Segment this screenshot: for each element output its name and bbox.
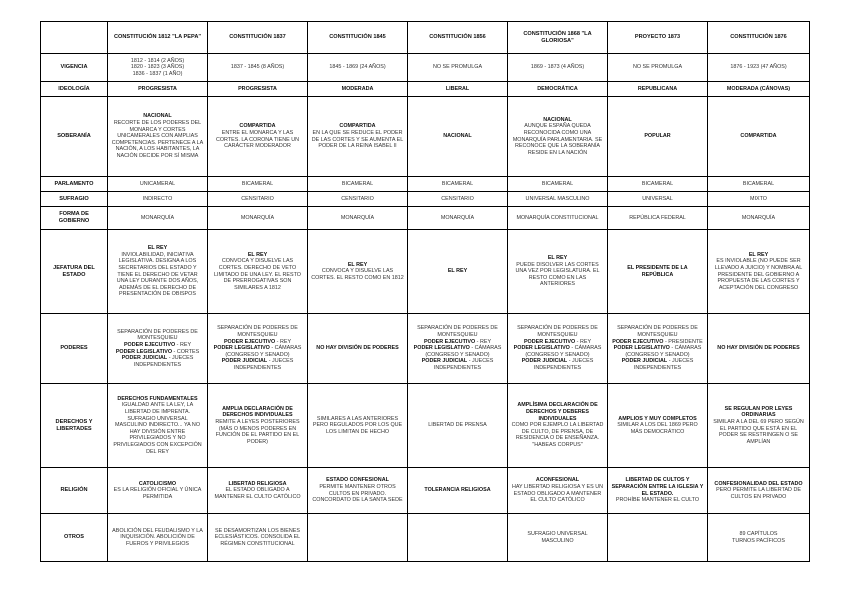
table-cell [708, 192, 810, 207]
cell-line: SIMILARES A LAS ANTERIORES PERO REGULADOS POR LOS QUE LOS LIMITAN DE HECHO [312, 415, 403, 435]
cell-line: REMITE A LEYES POSTERIORES (MÁS O MENOS PODERES EN FUNCIÓN DE EL PARTIDO EN EL PODER) [215, 418, 300, 445]
table-cell [308, 468, 408, 514]
table-cell [408, 54, 508, 82]
cell-line: 1836 - 1837 (1 AÑO) [132, 70, 183, 77]
table-cell [508, 468, 608, 514]
row-header: FORMA DE GOBIERNO [41, 207, 108, 230]
table-cell [408, 177, 508, 192]
table-cell [208, 97, 308, 177]
cell-line: 1869 - 1873 (4 AÑOS) [530, 64, 585, 71]
cell-line [211, 86, 304, 93]
table-cell [308, 97, 408, 177]
cell-line [611, 265, 704, 278]
cell-line [311, 477, 404, 484]
table-cell [308, 230, 408, 314]
cell-suffix-text: - REY [175, 341, 192, 348]
cell-line [211, 358, 304, 371]
table-cell [608, 177, 708, 192]
cell-line: PUEDE DISOLVER LAS CORTES UNA VEZ POR LEGISLATURA. EL RESTO COMO EN LAS ANTERIORES [515, 261, 600, 288]
cell-line [411, 358, 504, 371]
cell-line: UNICAMERAL [139, 180, 176, 187]
cell-bold-text: EL PRESIDENTE DE LA REPÚBLICA [627, 264, 688, 278]
table-cell [708, 230, 810, 314]
cell-line: INVIOLABILIDAD, INICIATIVA LEGISLATIVA. DESIGNA A LOS SECRETARIOS DEL ESTADO Y TIENE EL DERECHO DE VETAR UNA LEY DURANTE DOS AÑOS, ADEMÁS DE EL DERECHO DE PRESENTACIÓN DE OBISPOS [116, 251, 199, 298]
column-header: CONSTITUCIÓN 1837 [208, 22, 308, 54]
cell-line [411, 133, 504, 140]
cell-suffix-text: - PRESIDENTE [663, 338, 703, 345]
cell-line: MONARQUÍA [140, 214, 175, 221]
table-cell [508, 230, 608, 314]
cell-bold-text: NO HAY DIVISIÓN DE PODERES [316, 345, 399, 352]
cell-line [511, 477, 604, 484]
table-cell [708, 54, 810, 82]
cell-bold-text: LIBERTAD DE CULTOS Y SEPARACIÓN ENTRE LA IGLESIA Y EL ESTADO. [611, 477, 704, 497]
table-cell [108, 54, 208, 82]
column-header: PROYECTO 1873 [608, 22, 708, 54]
cell-line [611, 477, 704, 497]
table-cell [508, 54, 608, 82]
cell-line [511, 358, 604, 371]
cell-bold-text: PODER JUDICIAL [121, 355, 168, 362]
cell-line: MONARQUÍA [240, 214, 275, 221]
table-cell [408, 514, 508, 562]
cell-bold-text: AMPLIOS Y MUY COMPLETOS [618, 415, 697, 422]
table-cell [108, 230, 208, 314]
cell-line [611, 345, 704, 358]
cell-line: BICAMERAL [541, 180, 574, 187]
table-row [41, 230, 810, 314]
cell-bold-text: NACIONAL [543, 116, 572, 123]
cell-bold-text: PODER LEGISLATIVO [613, 345, 670, 352]
row-header: IDEOLOGÍA [41, 82, 108, 97]
table-cell [108, 514, 208, 562]
table-body [41, 54, 810, 562]
cell-line [111, 355, 204, 368]
cell-line [311, 345, 404, 352]
table-row [41, 177, 810, 192]
cell-bold-text: AMPLÍSIMA DECLARACIÓN DE DERECHOS Y DEBERES INDIVIDUALES [517, 402, 598, 422]
table-row [41, 514, 810, 562]
table-cell [408, 384, 508, 468]
cell-bold-text: MODERADA (CÁNOVAS) [726, 85, 791, 92]
table-cell [608, 384, 708, 468]
cell-line [411, 86, 504, 93]
table-row [41, 468, 810, 514]
table-cell [308, 514, 408, 562]
cell-bold-text: PODER LEGISLATIVO [213, 345, 270, 352]
cell-bold-text: EL REY [447, 268, 468, 275]
cell-bold-text: PODER EJECUTIVO [523, 338, 576, 345]
cell-bold-text: NACIONAL [143, 113, 172, 120]
cell-line [411, 268, 504, 275]
table-cell [408, 468, 508, 514]
table-cell [108, 384, 208, 468]
table-cell [408, 314, 508, 384]
cell-line [711, 481, 806, 488]
cell-line [311, 86, 404, 93]
comparison-table-wrapper [40, 21, 810, 562]
table-cell [408, 230, 508, 314]
cell-suffix-text: - CÁMARAS (CONGRESO Y SENADO) [225, 345, 302, 358]
cell-bold-text: COMPARTIDA [740, 133, 777, 140]
cell-bold-text: PODER JUDICIAL [521, 358, 568, 365]
column-header: CONSTITUCIÓN 1812 "LA PEPA" [108, 22, 208, 54]
cell-line [211, 406, 304, 419]
cell-suffix-text: - REY [575, 338, 592, 345]
cell-line: CENSITARIO [341, 195, 374, 202]
cell-line: UNIVERSAL [642, 195, 673, 202]
table-cell [208, 192, 308, 207]
table-cell [208, 230, 308, 314]
cell-suffix-text: - REY [475, 338, 492, 345]
cell-line: ES LA RELIGIÓN OFICIAL Y ÚNICA PERMITIDA [113, 487, 202, 500]
cell-line: 1837 - 1845 (8 AÑOS) [230, 64, 285, 71]
cell-bold-text: SE REGULAN POR LEYES ORDINARIAS [724, 405, 793, 419]
cell-bold-text: PODER EJECUTIVO [123, 341, 176, 348]
cell-line: 1845 - 1869 (24 AÑOS) [329, 64, 386, 71]
table-row [41, 192, 810, 207]
table-cell [308, 384, 408, 468]
row-header: SUFRAGIO [41, 192, 108, 207]
table-cell [708, 384, 810, 468]
cell-line: 1876 - 1923 (47 AÑOS) [730, 64, 787, 71]
table-cell [508, 384, 608, 468]
table-cell [308, 192, 408, 207]
cell-line: ES INVIOLABLE (NO PUEDE SER LLEVADO A JUICIO) Y NOMBRA AL PRESIDENTE DEL GOBIERNO A PROPUESTA DE LAS CORTES Y ACEPTACIÓN DEL CONGRESO [714, 258, 803, 291]
cell-line: IGUALDAD ANTE LA LEY, LA LIBERTAD DE IMPRENTA. SUFRAGIO UNIVERSAL MASCULINO INDIRECTO... YA NO HAY DIVISIÓN ENTRE PRIVILEGIADOS Y NO PRIVILEGIADOS CON EXCEPCIÓN DEL REY [113, 402, 202, 455]
cell-line [311, 262, 404, 269]
cell-bold-text: CATOLICISMO [138, 480, 177, 487]
cell-line: SEPARACIÓN DE PODERES DE MONTESQUIEU [217, 325, 298, 339]
table-cell [708, 514, 810, 562]
row-header: PARLAMENTO [41, 177, 108, 192]
cell-suffix-text: - CÁMARAS (CONGRESO Y SENADO) [625, 345, 702, 358]
table-cell [208, 314, 308, 384]
cell-bold-text: NO HAY DIVISIÓN DE PODERES [717, 345, 800, 352]
cell-suffix-text: - JUECES INDEPENDIENTES [633, 358, 694, 371]
table-cell [208, 82, 308, 97]
column-header: CONSTITUCIÓN 1876 [708, 22, 810, 54]
cell-line: CONVOCA Y DISUELVE LAS CORTES. DERECHO DE VETO LIMITADO DE UNA LEY. EL RESTO DE PRERROGATIVAS SON SIMILARES A 1812 [214, 258, 301, 291]
row-header: JEFATURA DEL ESTADO [41, 230, 108, 314]
table-cell [608, 207, 708, 230]
cell-line: BICAMERAL [241, 180, 274, 187]
cell-bold-text: PODER EJECUTIVO [223, 338, 276, 345]
cell-bold-text: TOLERANCIA RELIGIOSA [424, 487, 491, 494]
header-corner-cell [41, 22, 108, 54]
cell-line [111, 396, 204, 403]
cell-line: RECORTE DE LOS PODERES DEL MONARCA Y CORTES UNICAMERALES CON AMPLIAS COMPETENCIAS. PERTENECE A LA NACIÓN, A LOS HABITANTES, LA NACIÓN DECIDE POR SÍ MISMA [111, 120, 204, 159]
table-cell [508, 314, 608, 384]
table-cell [108, 314, 208, 384]
table-cell [508, 514, 608, 562]
cell-line [111, 86, 204, 93]
cell-bold-text: PODER EJECUTIVO [423, 338, 476, 345]
cell-line: UNIVERSAL MASCULINO [525, 195, 590, 202]
cell-line [311, 123, 404, 130]
row-header: SOBERANÍA [41, 97, 108, 177]
cell-bold-text: PODER LEGISLATIVO [413, 345, 470, 352]
cell-line: PROHÍBE MANTENER EL CULTO [615, 497, 700, 504]
cell-bold-text: EL REY [748, 251, 769, 258]
table-cell [608, 192, 708, 207]
cell-bold-text: PODER JUDICIAL [221, 358, 268, 365]
table-row [41, 314, 810, 384]
table-cell [108, 207, 208, 230]
cell-suffix-text: - CÁMARAS (CONGRESO Y SENADO) [425, 345, 502, 358]
cell-bold-text: PODER LEGISLATIVO [513, 345, 570, 352]
cell-bold-text: EL REY [147, 245, 168, 252]
cell-line: 89 CAPÍTULOS [739, 530, 778, 537]
cell-line [511, 345, 604, 358]
cell-line: MONARQUÍA CONSTITUCIONAL [516, 214, 599, 221]
table-row [41, 207, 810, 230]
cell-line: 1820 - 1823 (3 AÑOS) [130, 64, 185, 71]
table-cell [508, 192, 608, 207]
cell-bold-text: POPULAR [644, 133, 671, 140]
table-cell [508, 177, 608, 192]
table-cell [308, 82, 408, 97]
cell-line: SEPARACIÓN DE PODERES DE MONTESQUIEU [117, 328, 198, 342]
cell-line: LIBERTAD DE PRENSA [428, 422, 487, 429]
cell-line [511, 402, 604, 422]
cell-line: BICAMERAL [341, 180, 374, 187]
cell-line: SUFRAGIO UNIVERSAL MASCULINO [527, 530, 588, 544]
cell-bold-text: CONFESIONALIDAD DEL ESTADO [714, 480, 803, 487]
cell-bold-text: ACONFESIONAL [535, 477, 580, 484]
cell-line: EL ESTADO OBLIGADO A MANTENER EL CULTO CATÓLICO [214, 487, 301, 500]
cell-line [211, 123, 304, 130]
table-cell [408, 207, 508, 230]
cell-line [111, 349, 204, 356]
header-row [41, 22, 810, 54]
cell-line: 1812 - 1814 (2 AÑOS) [130, 57, 185, 64]
cell-line: PERMITE MANTENER OTROS CULTOS EN PRIVADO. CONCORDATO DE LA SANTA SEDE [312, 483, 403, 504]
table-cell [108, 192, 208, 207]
cell-line: HAY LIBERTAD RELIGIOSA Y ES UN ESTADO OBLIGADO A MANTENER EL CULTO CATÓLICO [511, 483, 604, 504]
table-cell [208, 207, 308, 230]
table-cell [608, 468, 708, 514]
cell-bold-text: LIBERTAD RELIGIOSA [228, 480, 287, 487]
cell-line [611, 358, 704, 371]
row-header: VIGENCIA [41, 54, 108, 82]
table-cell [608, 514, 708, 562]
cell-bold-text: EL REY [347, 261, 368, 268]
cell-bold-text: ESTADO CONFESIONAL [326, 477, 389, 484]
table-cell [208, 177, 308, 192]
table-row [41, 82, 810, 97]
row-header: PODERES [41, 314, 108, 384]
table-cell [508, 82, 608, 97]
cell-bold-text: LIBERAL [445, 85, 470, 92]
cell-suffix-text: - JUECES INDEPENDIENTES [133, 355, 194, 368]
cell-line: SEPARACIÓN DE PODERES DE MONTESQUIEU [617, 325, 698, 339]
cell-bold-text: PODER JUDICIAL [621, 358, 668, 365]
cell-suffix-text: - JUECES INDEPENDIENTES [433, 358, 494, 371]
cell-line: INDIRECTO [142, 195, 173, 202]
cell-line [711, 252, 806, 259]
cell-line: NO SE PROMULGA [632, 64, 683, 71]
cell-line: MONARQUÍA [440, 214, 475, 221]
table-cell [608, 314, 708, 384]
cell-suffix-text: - JUECES INDEPENDIENTES [533, 358, 594, 371]
cell-bold-text: MODERADA [341, 85, 374, 92]
cell-suffix-text: - REY [275, 338, 292, 345]
cell-line: CONVOCA Y DISUELVE LAS CORTES. EL RESTO COMO EN 1812 [311, 268, 404, 281]
cell-line: SIMILAR A LOS DEL 1869 PERO MÁS DEMOCRÁTICO [617, 422, 698, 435]
cell-line [711, 406, 806, 419]
cell-line [611, 416, 704, 423]
cell-line: COMO POR EJEMPLO LA LIBERTAD DE CULTO, DE PRENSA, DE RESIDENCIA O DE ENSEÑANZA. "HABEAS CORPUS" [511, 422, 604, 448]
cell-bold-text: COMPARTIDA [339, 123, 376, 130]
table-cell [608, 230, 708, 314]
cell-line: MONARQUÍA [340, 214, 375, 221]
table-cell [408, 192, 508, 207]
cell-line: ABOLICIÓN DEL FEUDALISMO Y LA INQUISICIÓN. ABOLICIÓN DE FUEROS Y PRIVILEGIOS [112, 527, 203, 547]
column-header: CONSTITUCIÓN 1845 [308, 22, 408, 54]
cell-line [211, 252, 304, 259]
cell-suffix-text: - JUECES INDEPENDIENTES [233, 358, 294, 371]
cell-line: BICAMERAL [742, 180, 775, 187]
column-header: CONSTITUCIÓN 1856 [408, 22, 508, 54]
cell-line: BICAMERAL [441, 180, 474, 187]
cell-line: BICAMERAL [641, 180, 674, 187]
table-cell [208, 468, 308, 514]
table-cell [608, 82, 708, 97]
column-header: CONSTITUCIÓN 1868 "LA GLORIOSA" [508, 22, 608, 54]
cell-bold-text: EL REY [547, 255, 568, 262]
table-cell [208, 514, 308, 562]
table-cell [508, 207, 608, 230]
table-cell [308, 177, 408, 192]
cell-line [511, 255, 604, 262]
cell-bold-text: DEMOCRÁTICA [537, 85, 578, 92]
table-cell [108, 82, 208, 97]
row-header: OTROS [41, 514, 108, 562]
cell-bold-text: DERECHOS FUNDAMENTALES [117, 395, 198, 402]
table-cell [608, 54, 708, 82]
cell-line: SIMILAR A LA DEL 69 PERO SEGÚN EL PARTIDO QUE ESTÁ EN EL PODER SE RESTRINGEN O SE AMPLÍAN [713, 418, 804, 445]
table-cell [408, 97, 508, 177]
table-row [41, 54, 810, 82]
cell-line [411, 345, 504, 358]
cell-bold-text: PODER EJECUTIVO [612, 338, 664, 345]
cell-bold-text: REPUBLICANA [637, 85, 678, 92]
cell-line [211, 345, 304, 358]
table-cell [408, 82, 508, 97]
constitutions-comparison-table [40, 21, 810, 562]
cell-line [611, 86, 704, 93]
table-cell [208, 54, 308, 82]
cell-bold-text: PODER LEGISLATIVO [115, 348, 173, 355]
cell-bold-text: AMPLIA DECLARACIÓN DE DERECHOS INDIVIDUALES [222, 405, 293, 419]
cell-line: SEPARACIÓN DE PODERES DE MONTESQUIEU [417, 325, 498, 339]
cell-line [611, 133, 704, 140]
table-cell [708, 468, 810, 514]
table-cell [708, 314, 810, 384]
table-cell [108, 468, 208, 514]
cell-bold-text: NACIONAL [443, 133, 472, 140]
table-cell [108, 177, 208, 192]
table-cell [508, 97, 608, 177]
table-cell [708, 207, 810, 230]
cell-line [711, 86, 806, 93]
cell-line [711, 133, 806, 140]
cell-line [111, 113, 204, 120]
cell-line: REPÚBLICA FEDERAL [629, 214, 686, 221]
table-cell [208, 384, 308, 468]
row-header: DERECHOS Y LIBERTADES [41, 384, 108, 468]
cell-line: AUNQUE ESPAÑA QUEDA RECONOCIDA COMO UNA MONARQUÍA PARLAMENTARIA. SE RECONOCE QUE LA SOBERANÍA RESIDE EN LA NACIÓN [512, 123, 603, 156]
cell-bold-text: EL REY [247, 251, 268, 258]
cell-line: CENSITARIO [241, 195, 274, 202]
row-header: RELIGIÓN [41, 468, 108, 514]
cell-line [511, 86, 604, 93]
table-row [41, 97, 810, 177]
cell-line: NO SE PROMULGA [432, 64, 483, 71]
table-cell [308, 207, 408, 230]
cell-bold-text: COMPARTIDA [239, 123, 276, 130]
cell-suffix-text: - CÁMARAS (CONGRESO Y SENADO) [525, 345, 602, 358]
table-cell [108, 97, 208, 177]
table-cell [708, 177, 810, 192]
cell-line [211, 481, 304, 488]
cell-line: SEPARACIÓN DE PODERES DE MONTESQUIEU [517, 325, 598, 339]
cell-line: SE DESAMORTIZAN LOS BIENES ECLESIÁSTICOS. CONSOLIDA EL RÉGIMEN CONSTITUCIONAL [214, 527, 301, 547]
table-row [41, 384, 810, 468]
cell-line [711, 345, 806, 352]
cell-bold-text: PODER JUDICIAL [421, 358, 468, 365]
cell-line: PERO PERMITE LA LIBERTAD DE CULTOS EN PRIVADO [716, 487, 801, 500]
cell-line [111, 245, 204, 252]
cell-bold-text: PROGRESISTA [138, 85, 177, 92]
cell-line [111, 342, 204, 349]
cell-line: EN LA QUE SE REDUCE EL PODER DE LAS CORTES Y SE AUMENTA EL PODER DE LA REINA ISABEL II [311, 129, 404, 150]
cell-line [411, 487, 504, 494]
cell-line: TURNOS PACÍFICOS [732, 537, 785, 544]
table-cell [308, 54, 408, 82]
table-cell [608, 97, 708, 177]
table-cell [308, 314, 408, 384]
cell-line: MONARQUÍA [741, 214, 776, 221]
table-cell [708, 82, 810, 97]
table-cell [708, 97, 810, 177]
cell-line: ENTRE EL MONARCA Y LAS CORTES. LA CORONA TIENE UN CARÁCTER MODERADOR [215, 129, 300, 150]
cell-line: MIXTO [750, 195, 767, 202]
cell-line: CENSITARIO [441, 195, 474, 202]
cell-suffix-text: - CORTES [172, 348, 200, 355]
cell-bold-text: PROGRESISTA [238, 85, 277, 92]
